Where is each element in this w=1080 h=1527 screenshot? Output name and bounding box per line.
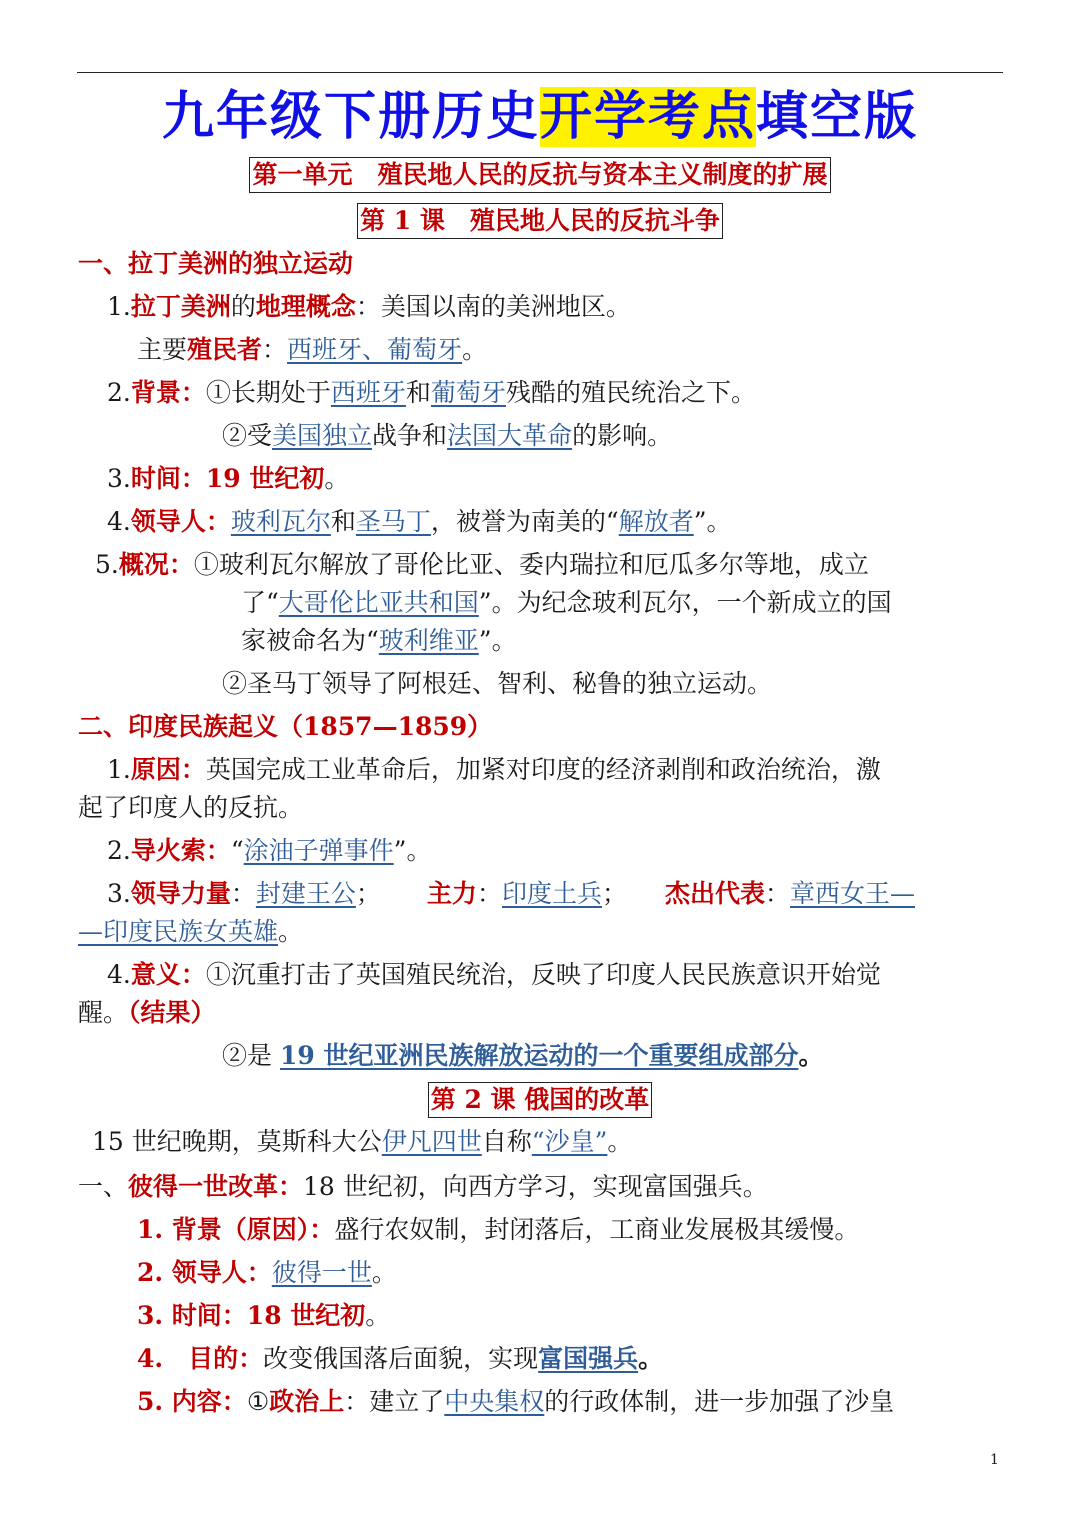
answer-blank: 法国大革命 xyxy=(447,421,573,450)
s1-item-5: 5.概况：①玻利瓦尔解放了哥伦比亚、委内瑞拉和厄瓜多尔等地，成立 xyxy=(95,550,869,579)
answer-blank: “沙皇” xyxy=(531,1127,608,1156)
answer-blank: 西班牙、葡萄牙 xyxy=(287,335,463,364)
l2-section-1-heading: 一、彼得一世改革：18 世纪初，向西方学习，实现富国强兵。 xyxy=(78,1172,768,1201)
s2-item-1: 1.原因：英国完成工业革命后，加紧对印度的经济剥削和政治统治，激 xyxy=(107,755,881,784)
answer-blank: 富国强兵 xyxy=(538,1344,639,1373)
title-highlight: 开学考点 xyxy=(539,87,756,147)
answer-blank: —印度民族女英雄 xyxy=(78,917,279,946)
answer-blank: 章西女王— xyxy=(790,879,916,908)
page-title: 九年级下册历史开学考点填空版 xyxy=(161,87,919,147)
lesson-2-heading: 第 2 课 俄国的改革 xyxy=(428,1082,653,1118)
s1-item-5d: ②圣马丁领导了阿根廷、智利、秘鲁的独立运动。 xyxy=(222,669,773,698)
answer-blank: 解放者 xyxy=(618,507,694,536)
s1-item-2b: ②受美国独立战争和法国大革命的影响。 xyxy=(222,421,673,450)
answer-blank: 玻利瓦尔 xyxy=(230,507,331,536)
answer-blank: 印度土兵 xyxy=(501,879,602,908)
s1-item-4: 4.领导人：玻利瓦尔和圣马丁，被誉为南美的“解放者”。 xyxy=(107,507,732,536)
answer-blank: 西班牙 xyxy=(330,378,406,407)
l2-item-1: 1. 背景（原因）：盛行农奴制，封闭落后，工商业发展极其缓慢。 xyxy=(137,1215,860,1244)
s2-item-4c: ②是 19 世纪亚洲民族解放运动的一个重要组成部分。 xyxy=(222,1041,824,1070)
answer-blank: 封建王公 xyxy=(255,879,356,908)
s1-item-5c: 家被命名为“玻利维亚”。 xyxy=(241,626,517,655)
s2-item-3: 3.领导力量：封建王公； 主力：印度土兵； 杰出代表：章西女王— xyxy=(107,879,916,908)
l2-item-4: 4. 目的：改变俄国落后面貌，实现富国强兵。 xyxy=(137,1344,664,1373)
lesson-2-heading-row xyxy=(0,1082,1080,1118)
l2-item-2: 2. 领导人：彼得一世。 xyxy=(137,1258,397,1287)
top-rule xyxy=(77,72,1003,73)
answer-blank: 玻利维亚 xyxy=(378,626,479,655)
s2-item-1b: 起了印度人的反抗。 xyxy=(78,793,304,822)
s2-item-2: 2.导火索：“涂油子弹事件”。 xyxy=(107,836,432,865)
unit-heading-row xyxy=(0,157,1080,193)
answer-blank: 伊凡四世 xyxy=(381,1127,482,1156)
l2-item-3: 3. 时间：18 世纪初。 xyxy=(137,1301,391,1330)
lesson-1-heading: 第 1 课 殖民地人民的反抗斗争 xyxy=(357,203,723,239)
s2-item-4: 4.意义：①沉重打击了英国殖民统治，反映了印度人民民族意识开始觉 xyxy=(107,960,881,989)
s2-item-3b: —印度民族女英雄。 xyxy=(78,917,304,946)
l2-item-5: 5. 内容：①政治上：建立了中央集权的行政体制，进一步加强了沙皇 xyxy=(137,1387,895,1416)
s1-item-5b: 了“大哥伦比亚共和国”。为纪念玻利瓦尔，一个新成立的国 xyxy=(241,588,892,617)
s1-item-1-colonizers: 主要殖民者：西班牙、葡萄牙。 xyxy=(137,335,488,364)
answer-blank: 美国独立 xyxy=(272,421,373,450)
l2-intro: 15 世纪晚期，莫斯科大公伊凡四世自称“沙皇”。 xyxy=(92,1127,633,1156)
s1-item-3: 3.时间：19 世纪初。 xyxy=(107,464,350,493)
answer-blank: 大哥伦比亚共和国 xyxy=(278,588,479,617)
unit-1-heading: 第一单元 殖民地人民的反抗与资本主义制度的扩展 xyxy=(249,157,830,193)
s2-item-4b: 醒。（结果） xyxy=(78,998,216,1027)
answer-blank: 圣马丁 xyxy=(355,507,431,536)
page-number: 1 xyxy=(990,1452,999,1468)
answer-blank: 19 世纪亚洲民族解放运动的一个重要组成部分 xyxy=(279,1041,799,1070)
section-2-heading: 二、印度民族起义（1857—1859） xyxy=(78,712,493,741)
s1-item-1: 1.拉丁美洲的地理概念：美国以南的美洲地区。 xyxy=(107,292,631,321)
lesson-1-heading-row xyxy=(0,203,1080,239)
answer-blank: 彼得一世 xyxy=(271,1258,372,1287)
answer-blank: 中央集权 xyxy=(444,1387,545,1416)
s1-item-2: 2.背景：①长期处于西班牙和葡萄牙残酷的殖民统治之下。 xyxy=(107,378,756,407)
section-1-heading: 一、拉丁美洲的独立运动 xyxy=(78,249,354,278)
answer-blank: 葡萄牙 xyxy=(430,378,506,407)
answer-blank: 涂油子弹事件 xyxy=(243,836,394,865)
